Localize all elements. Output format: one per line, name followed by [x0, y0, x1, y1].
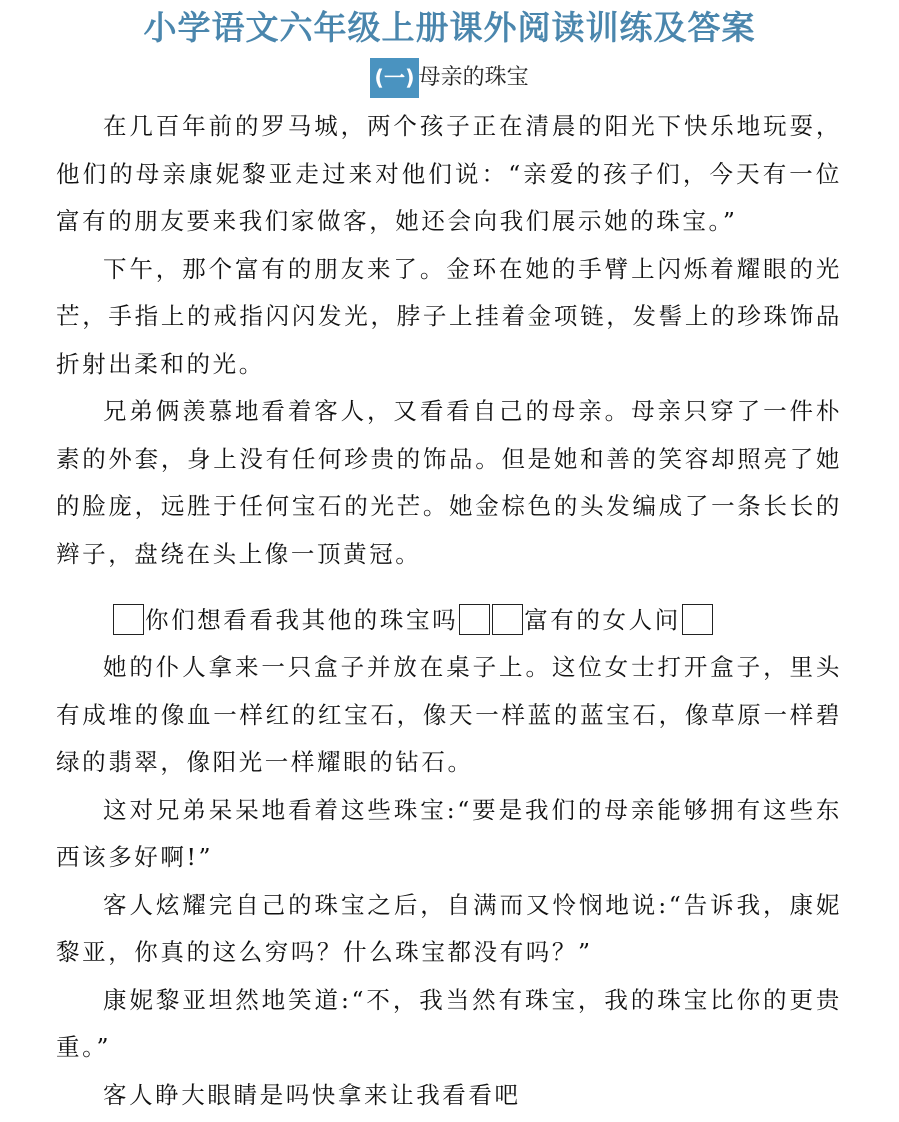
section-title: 母亲的珠宝	[418, 65, 529, 90]
exercise-text-2: 富有的女人问	[524, 606, 681, 634]
exercise-text-1: 你们想看看我其他的珠宝吗	[145, 606, 459, 634]
answer-box-4[interactable]	[682, 604, 713, 635]
answer-box-2[interactable]	[459, 604, 490, 635]
paragraph: 兄弟俩羡慕地看着客人，又看看自己的母亲。母亲只穿了一件朴素的外套，身上没有任何珍贵的饰品。但是她和善的笑容却照亮了她的脸庞，远胜于任何宝石的光芒。她金棕色的头发编成了一条长长的辫子，盘绕在头上像一顶黄冠。	[56, 397, 842, 568]
paragraph: 在几百年前的罗马城，两个孩子正在清晨的阳光下快乐地玩耍，他们的母亲康妮黎亚走过来对他们说：“亲爱的孩子们，今天有一位富有的朋友要来我们家做客，她还会向我们展示她的珠宝。”	[56, 112, 842, 235]
paragraph: 康妮黎亚坦然地笑道:“不，我当然有珠宝，我的珠宝比你的更贵重。”	[56, 985, 842, 1061]
paragraph: 下午，那个富有的朋友来了。金环在她的手臂上闪烁着耀眼的光芒，手指上的戒指闪闪发光，脖子上挂着金项链，发髻上的珍珠饰品折射出柔和的光。	[56, 254, 842, 378]
paragraph: 她的仆人拿来一只盒子并放在桌子上。这位女士打开盒子，里头有成堆的像血一样红的红宝石，像天一样蓝的蓝宝石，像草原一样碧绿的翡翠，像阳光一样耀眼的钻石。	[56, 653, 842, 776]
punctuation-exercise-line	[56, 596, 842, 644]
section-heading	[0, 58, 899, 98]
section-number-chip: (一)	[370, 58, 418, 98]
paragraph: 客人炫耀完自己的珠宝之后，自满而又怜悯地说:“告诉我，康妮黎亚，你真的这么穷吗？什么珠宝都没有吗？”	[56, 890, 842, 966]
answer-box-1[interactable]	[113, 604, 144, 635]
document-title: 小学语文六年级上册课外阅读训练及答案	[143, 8, 756, 47]
paragraph: 这对兄弟呆呆地看着这些珠宝:“要是我们的母亲能够拥有这些东西该多好啊!”	[56, 795, 842, 871]
paragraph: 客人睁大眼睛是吗快拿来让我看看吧	[103, 1080, 521, 1109]
article-body	[56, 103, 842, 1119]
answer-box-3[interactable]	[492, 604, 523, 635]
